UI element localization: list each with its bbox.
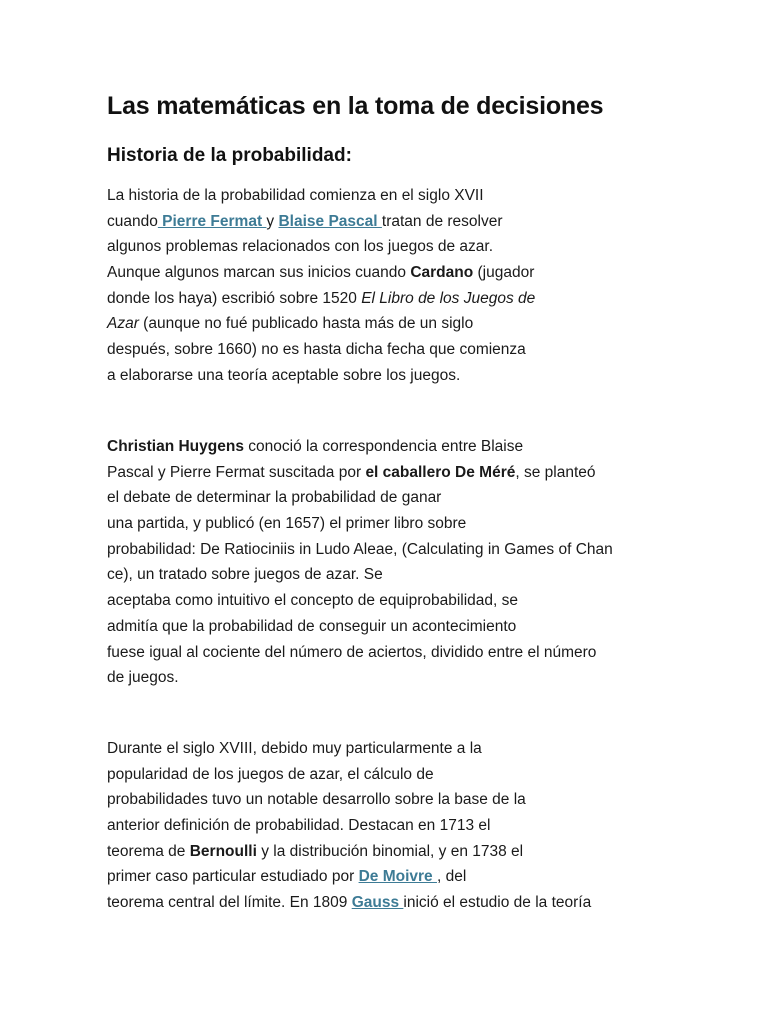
text-line: Durante el siglo XVIII, debido muy particularmente a la [107,740,482,757]
text-line: una partida, y publicó (en 1657) el primer libro sobre [107,515,467,533]
text-line: probabilidades tuvo un notable desarrollo sobre la base de la [107,791,526,809]
paragraph-history-origin [107,183,535,389]
bold-caballero-de-mere: el caballero De Méré [365,463,516,481]
text-line [107,434,613,460]
text-line: La historia de la probabilidad comienza en el siglo XVII [107,187,484,204]
text-line [107,260,535,286]
link-de-moivre[interactable]: De Moivre [358,868,437,886]
text-line: después, sobre 1660) no es hasta dicha fecha que comienza [107,341,526,359]
paragraph-eighteenth-century [107,736,591,916]
bold-christian-huygens: Christian Huygens [107,438,244,455]
text-run: primer caso particular estudiado por [107,868,359,886]
text-line [107,311,535,337]
text-run: , del [436,868,467,886]
text-run: Aunque algunos marcan sus inicios cuando [107,264,411,282]
text-line [107,460,613,486]
text-line: a elaborarse una teoría aceptable sobre los juegos. [107,366,461,384]
text-line: ce), un tratado sobre juegos de azar. Se [107,566,383,584]
text-run: (aunque no fué publicado hasta más de un siglo [138,315,474,333]
text-run: , se planteó [515,463,596,481]
text-line: popularidad de los juegos de azar, el cálculo de [107,765,434,783]
text-run: donde los haya) escribió sobre 1520 [107,289,362,307]
text-run: y [266,212,279,230]
text-line: admitía que la probabilidad de conseguir un acontecimiento [107,617,517,635]
text-line: anterior definición de probabilidad. Destacan en 1713 el [107,817,491,835]
text-line: el debate de determinar la probabilidad de ganar [107,489,442,507]
italic-book-title: El Libro de los Juegos de [361,289,536,307]
text-line: fuese igual al cociente del número de aciertos, dividido entre el número [107,643,597,661]
text-run: teorema de [107,842,190,860]
bold-cardano: Cardano [410,264,474,282]
text-line [107,864,591,890]
text-line [107,839,591,865]
text-run: (jugador [473,264,535,282]
text-line: algunos problemas relacionados con los juegos de azar. [107,238,494,256]
text-run: teorema central del límite. En 1809 [107,894,352,912]
text-run: Pascal y Pierre Fermat suscitada por [107,463,366,481]
text-line: de juegos. [107,669,179,687]
link-pierre-fermat[interactable]: Pierre Fermat [157,212,267,230]
text-run: inició el estudio de la teoría [403,894,592,912]
text-line [107,890,591,916]
bold-bernoulli: Bernoulli [189,842,257,860]
paragraph-huygens [107,434,613,691]
italic-book-title: Azar [107,315,139,333]
section-heading: Historia de la probabilidad: [107,145,352,166]
text-run: conoció la correspondencia entre Blaise [243,438,524,455]
link-blaise-pascal[interactable]: Blaise Pascal [278,212,382,230]
text-line [107,209,535,235]
page-title: Las matemáticas en la toma de decisiones [107,92,604,120]
link-gauss[interactable]: Gauss [351,894,404,912]
text-line [107,286,535,312]
text-run: tratan de resolver [381,212,503,230]
text-run: cuando [107,212,158,230]
text-line: probabilidad: De Ratiociniis in Ludo Aleae, (Calculating in Games of Chan [107,540,613,558]
text-run: y la distribución binomial, y en 1738 el [256,842,524,860]
text-line: aceptaba como intuitivo el concepto de equiprobabilidad, se [107,592,519,610]
